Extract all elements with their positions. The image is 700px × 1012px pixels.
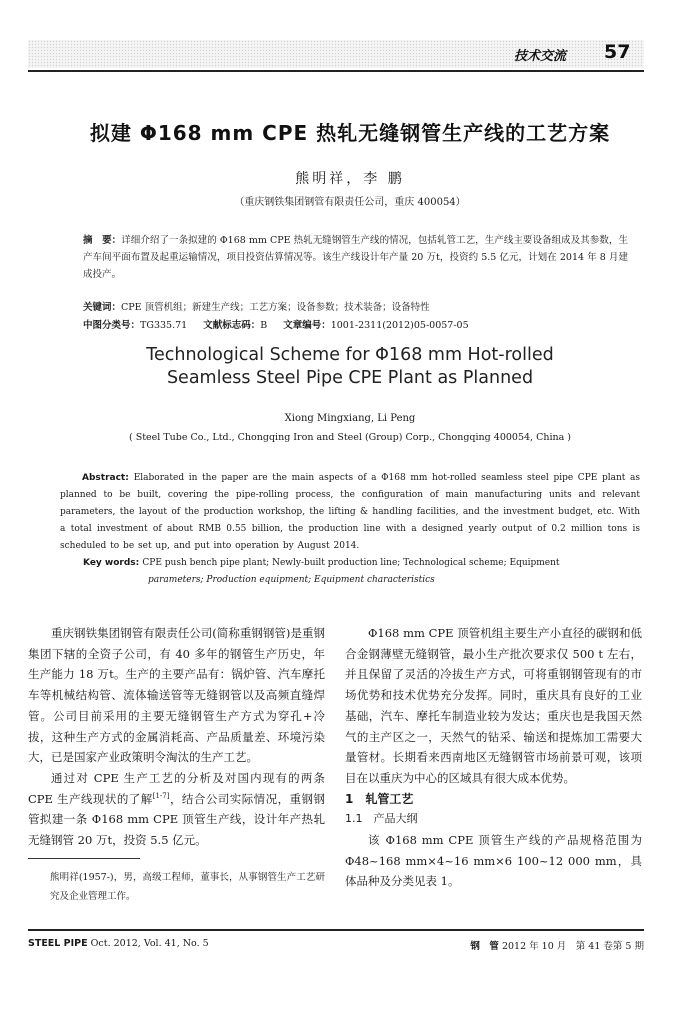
- author-footnote: 熊明祥(1957-)，男，高级工程师，董事长，从事钢管生产工艺研究及企业管理工作。: [50, 872, 325, 902]
- footer-journal-cn: [470, 938, 644, 952]
- keywords-chinese: [83, 299, 430, 313]
- paragraph: 重庆钢铁集团钢管有限责任公司(简称重钢钢管)是重钢集团下辖的全资子公司，有 40 多年的钢管生产历史，年生产能力 18 万t。生产的主要产品有：锅炉管、汽车摩托车等机械结构管、流体输送管等无缝钢管以及高频直缝焊管。公司目前采用的主要无缝钢管生产方式为穿孔+冷拔，这种生产方式的金属消耗高、产品质量差、环境污染大，已是国家产业政策明令淘汰的生产工艺。: [28, 626, 325, 765]
- footer-journal-name-cn: 钢 管: [470, 941, 499, 952]
- header-section: 技术交流: [514, 49, 567, 64]
- article-no-value: 1001-2311(2012)05-0057-05: [330, 320, 469, 331]
- paragraph: 通过对 CPE 生产工艺的分析及对国内现有的两条 CPE 生产线现状的了解[1-7]，结合公司实际情况，重钢钢管拟建一条 Φ168 mm CPE 顶管生产线，设计年产热轧无缝钢管 20 万t，投资 5.5 亿元。: [28, 770, 325, 848]
- footer-issue-en: Oct. 2012, Vol. 41, No. 5: [87, 938, 209, 949]
- paragraph: 该 Φ168 mm CPE 顶管生产线的产品规格范围为 Φ48~168 mm×4~16 mm×6 100~12 000 mm，具体品种及分类见表 1。: [345, 833, 642, 889]
- classification-line: [83, 317, 469, 331]
- body-column-left: [28, 623, 325, 851]
- abstract-label-cn: 摘 要：: [83, 235, 122, 246]
- footer-journal-name: STEEL PIPE: [28, 938, 88, 949]
- footer-rule: [28, 929, 644, 931]
- abstract-english: [60, 470, 640, 555]
- footer-journal-en: [28, 938, 209, 949]
- body-column-right: [345, 623, 642, 892]
- keywords-label-en: Key words:: [83, 558, 143, 568]
- affiliation-chinese: （重庆钢铁集团钢管有限责任公司，重庆 400054）: [234, 197, 466, 208]
- clc-label: 中图分类号：: [83, 320, 141, 331]
- doc-code-value: B: [260, 320, 268, 331]
- affiliation-english: ( Steel Tube Co., Ltd., Chongqing Iron and Steel (Group) Corp., Chongqing 400054, China ): [128, 432, 572, 443]
- article-no-label: 文章编号：: [283, 320, 331, 331]
- citation-ref: [1-7]: [152, 791, 170, 800]
- keywords-english: [83, 555, 638, 589]
- keywords-text-en-2: parameters; Production equipment; Equipment characteristics: [148, 575, 435, 585]
- section-heading: 1 轧管工艺: [345, 791, 414, 806]
- header-rule: [28, 70, 644, 72]
- page-number: 57: [604, 41, 631, 63]
- abstract-text-cn: 详细介绍了一条拟建的 Φ168 mm CPE 热轧无缝钢管生产线的情况，包括轧管工艺，生产线主要设备组成及其参数，生产车间平面布置及起重运输情况，项目投资估算情况等。该生产线设计年产量 20 万t，投资约 5.5 亿元，计划在 2014 年 8 月建成投产。: [83, 235, 628, 280]
- paragraph: Φ168 mm CPE 顶管机组主要生产小直径的碳钢和低合金钢薄壁无缝钢管，最小生产批次要求仅 500 t 左右，并且保留了灵活的冷拔生产方式，可将重钢钢管现有的市场优势和技术优势充分发挥。同时，重庆具有良好的工业基础，汽车、摩托车制造业较为发达；重庆也是我国天然气的主产区之一，天然气的钻采、输送和提炼加工需要大量管材。长期看来西南地区无缝钢管市场前景可观，该项目在以重庆为中心的区域具有很大成本优势。: [345, 626, 642, 785]
- footer-issue-cn: 2012 年 10 月 第 41 卷第 5 期: [498, 941, 644, 952]
- subsection-heading: 1.1 产品大纲: [345, 812, 418, 826]
- doc-code-label: 文献标志码：: [203, 320, 261, 331]
- authors-chinese: 熊明祥，李 鹏: [295, 171, 405, 187]
- abstract-label-en: Abstract:: [82, 473, 134, 483]
- keywords-text-en-1: CPE push bench pipe plant; Newly-built production line; Technological scheme; Equipment: [142, 558, 560, 568]
- keywords-label-cn: 关键词：: [83, 302, 122, 313]
- abstract-text-en: Elaborated in the paper are the main aspects of a Φ168 mm hot-rolled seamless steel pipe CPE plant as planned to be built, covering the pipe-rolling process, the configuration of main manufacturing units and relevant parameters, the layout of the production workshop, the lifting & handling facilities, and the investment budget, etc. With a total investment of about RMB 0.55 billion, the production line with a designed yearly output of 0.2 million tons is scheduled to be set up, and put into operation by August 2014.: [60, 473, 640, 551]
- title-english: [0, 344, 700, 390]
- title-english-line-1: Technological Scheme for Φ168 mm Hot-rolled: [146, 345, 554, 365]
- title-english-line-2: Seamless Steel Pipe CPE Plant as Planned: [166, 368, 534, 388]
- authors-english: Xiong Mingxiang, Li Peng: [284, 413, 416, 424]
- clc-value: TG335.71: [140, 320, 188, 331]
- keywords-text-cn: CPE 顶管机组；新建生产线；工艺方案；设备参数；技术装备；设备特性: [121, 302, 430, 313]
- abstract-chinese: [83, 232, 628, 283]
- footnote-rule: [28, 858, 140, 859]
- title-chinese: 拟建 Φ168 mm CPE 热轧无缝钢管生产线的工艺方案: [89, 121, 611, 145]
